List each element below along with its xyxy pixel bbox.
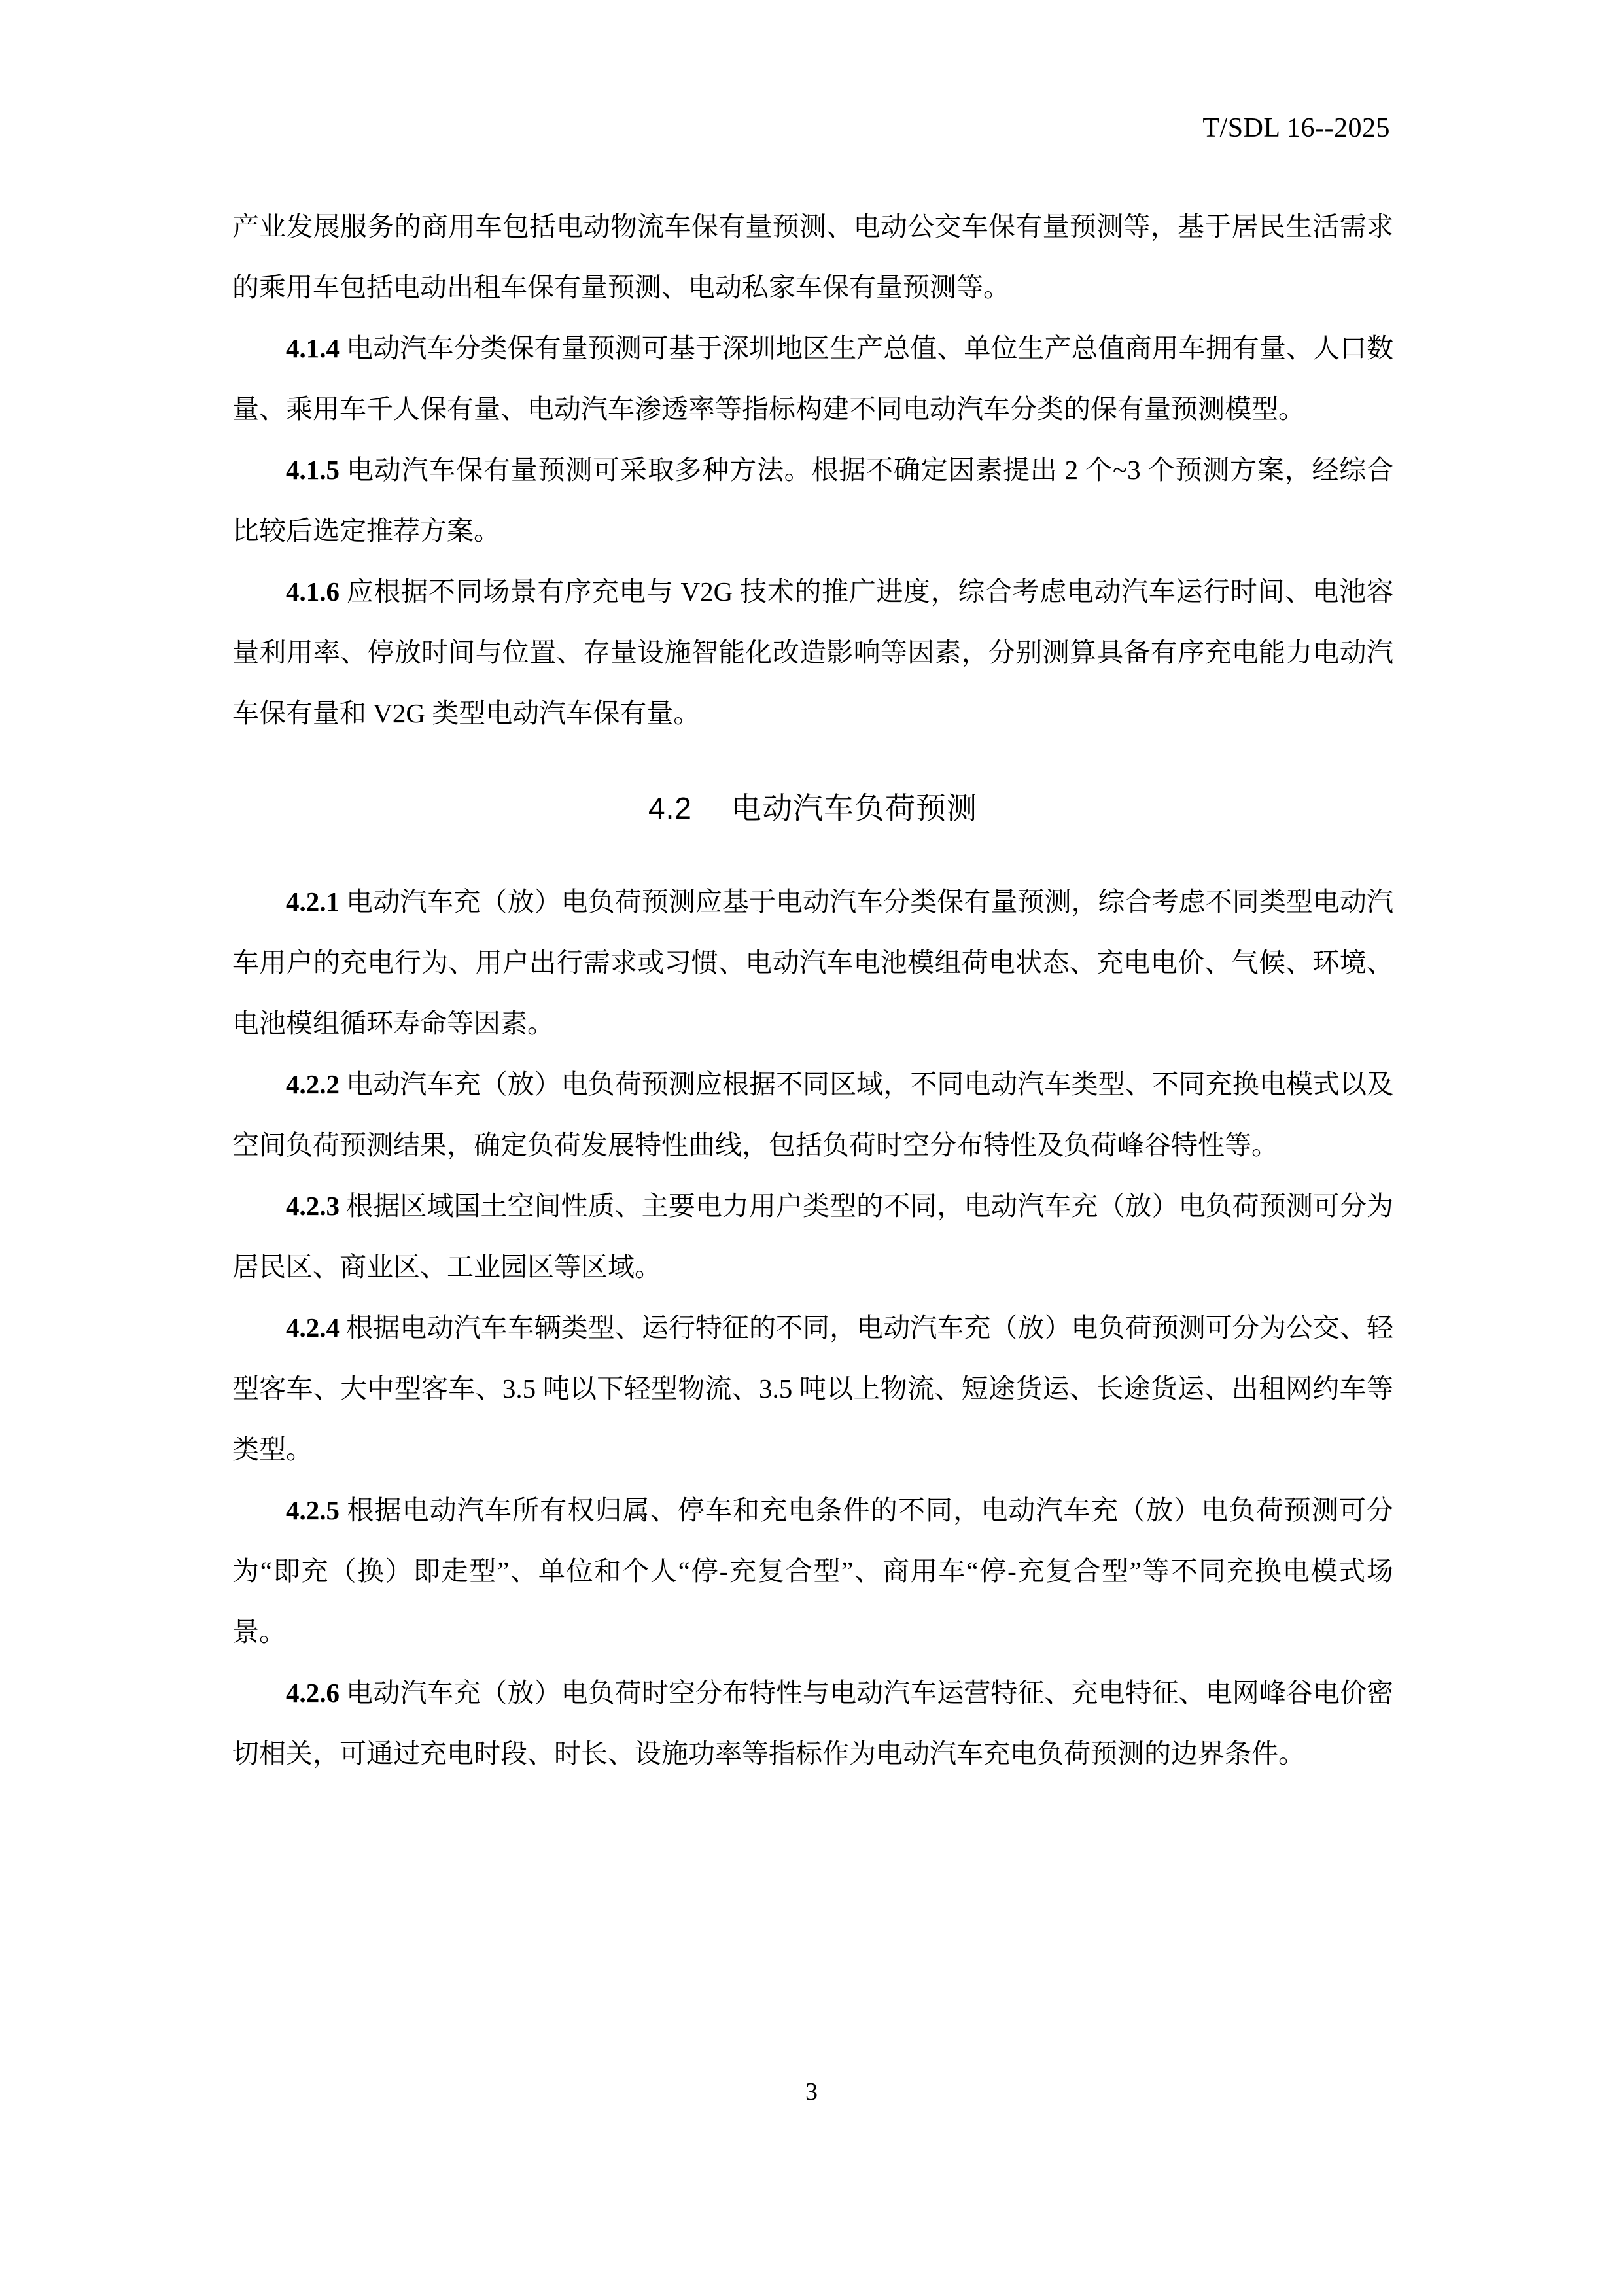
clause-number: 4.1.5 — [286, 455, 347, 485]
clause-text: 电动汽车保有量预测可采取多种方法。根据不确定因素提出 2 个~3 个预测方案，经综合比较后选定推荐方案。 — [232, 455, 1393, 546]
footer-page-number — [0, 2079, 1623, 2104]
clause-number: 4.2.2 — [286, 1069, 347, 1099]
clause-4-2-5 — [232, 1480, 1393, 1663]
clause-text: 根据区域国土空间性质、主要电力用户类型的不同，电动汽车充（放）电负荷预测可分为居民区、商业区、工业园区等区域。 — [232, 1191, 1393, 1282]
clause-text: 电动汽车充（放）电负荷预测应基于电动汽车分类保有量预测，综合考虑不同类型电动汽车用户的充电行为、用户出行需求或习惯、电动汽车电池模组荷电状态、充电电价、气候、环境、电池模组循环寿命等因素。 — [232, 887, 1393, 1038]
clause-text: 电动汽车充（放）电负荷时空分布特性与电动汽车运营特征、充电特征、电网峰谷电价密切相关，可通过充电时段、时长、设施功率等指标作为电动汽车充电负荷预测的边界条件。 — [232, 1678, 1393, 1769]
page-number-value: 3 — [805, 2078, 818, 2106]
clause-text: 根据电动汽车所有权归属、停车和充电条件的不同，电动汽车充（放）电负荷预测可分为“即充（换）即走型”、单位和个人“停-充复合型”、商用车“停-充复合型”等不同充换电模式场景。 — [232, 1495, 1393, 1647]
clause-4-2-4 — [232, 1298, 1393, 1480]
intro-paragraph: 产业发展服务的商用车包括电动物流车保有量预测、电动公交车保有量预测等，基于居民生活需求的乘用车包括电动出租车保有量预测、电动私家车保有量预测等。 — [232, 211, 1393, 302]
standard-code: T/SDL 16--2025 — [1202, 113, 1390, 143]
clause-text: 电动汽车充（放）电负荷预测应根据不同区域，不同电动汽车类型、不同充换电模式以及空间负荷预测结果，确定负荷发展特性曲线，包括负荷时空分布特性及负荷峰谷特性等。 — [232, 1069, 1393, 1160]
clause-number: 4.1.6 — [286, 576, 347, 607]
clause-text: 应根据不同场景有序充电与 V2G 技术的推广进度，综合考虑电动汽车运行时间、电池容量利用率、停放时间与位置、存量设施智能化改造影响等因素，分别测算具备有序充电能力电动汽车保有量和 V2G 类型电动汽车保有量。 — [232, 576, 1394, 728]
clause-text: 电动汽车分类保有量预测可基于深圳地区生产总值、单位生产总值商用车拥有量、人口数量、乘用车千人保有量、电动汽车渗透率等指标构建不同电动汽车分类的保有量预测模型。 — [232, 333, 1393, 424]
clause-4-1-6 — [232, 561, 1393, 744]
clause-4-1-4 — [232, 318, 1393, 440]
clause-4-2-3 — [232, 1176, 1393, 1298]
clause-number: 4.2.1 — [286, 887, 347, 917]
section-title: 电动汽车负荷预测 — [731, 791, 977, 825]
section-heading-4-2 — [232, 778, 1393, 839]
section-number: 4.2 — [648, 791, 692, 825]
clause-number: 4.2.5 — [286, 1495, 347, 1525]
page-content — [232, 196, 1393, 1784]
clause-4-2-2 — [232, 1054, 1393, 1176]
clause-number: 4.2.4 — [286, 1313, 347, 1343]
clause-4-2-6 — [232, 1663, 1393, 1784]
running-header — [232, 115, 1390, 142]
clause-text: 根据电动汽车车辆类型、运行特征的不同，电动汽车充（放）电负荷预测可分为公交、轻型客车、大中型客车、3.5 吨以下轻型物流、3.5 吨以上物流、短途货运、长途货运、出租网约车等类型。 — [232, 1313, 1393, 1464]
clause-number: 4.2.6 — [286, 1678, 347, 1708]
clause-number: 4.2.3 — [286, 1191, 347, 1221]
clause-number: 4.1.4 — [286, 333, 347, 363]
clause-4-1-5 — [232, 440, 1393, 561]
clause-4-2-1 — [232, 872, 1393, 1054]
